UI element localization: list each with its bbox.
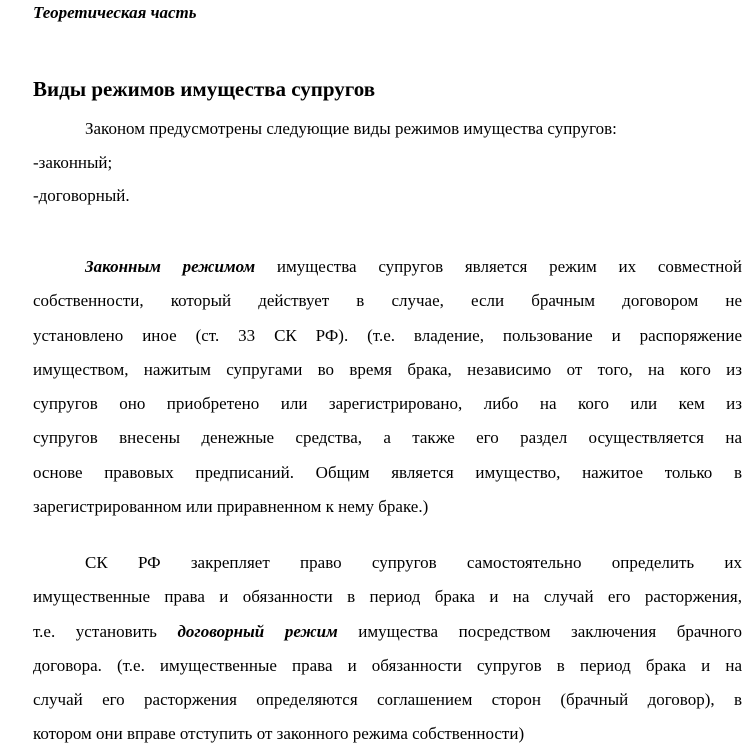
paragraph-line: котором они вправе отступить от законного режима собственности) bbox=[33, 724, 525, 744]
intro-lead: Законом предусмотрены следующие виды режимов имущества супругов: bbox=[85, 119, 617, 138]
paragraph-line: супругов внесены денежные средства, а также его раздел осуществляется на bbox=[33, 428, 742, 448]
list-item-legal: -законный; bbox=[33, 153, 113, 172]
paragraph-line: т.е. установить договорный режим имущества посредством заключения брачного bbox=[33, 621, 742, 641]
term-legal-regime: Законным режимом bbox=[85, 257, 256, 276]
section-label: Теоретическая часть bbox=[33, 3, 197, 22]
paragraph-line: зарегистрированном или приравненном к нему браке.) bbox=[33, 497, 429, 517]
paragraph-line: основе правовых предписаний. Общим является имущество, нажитое только в bbox=[33, 462, 742, 482]
paragraph-line: договора. (т.е. имущественные права и обязанности супругов в период брака и на bbox=[33, 655, 742, 675]
paragraph-legal-regime bbox=[33, 250, 742, 524]
paragraph-contract-regime bbox=[33, 546, 742, 752]
paragraph-line: собственности, который действует в случае, если брачным договором не bbox=[33, 291, 742, 311]
paragraph-line: супругов оно приобретено или зарегистрировано, либо на кого или кем из bbox=[33, 394, 742, 414]
list-item-contract: -договорный. bbox=[33, 186, 130, 205]
paragraph-line: Законным режимом имущества супругов является режим их совместной bbox=[85, 257, 742, 276]
term-contract-regime: договорный режим bbox=[177, 621, 338, 641]
paragraph-line: имущественные права и обязанности в период брака и на случай его расторжения, bbox=[33, 587, 742, 607]
paragraph-line: случай его расторжения определяются соглашением сторон (брачный договор), в bbox=[33, 690, 742, 710]
paragraph-line: установлено иное (ст. 33 СК РФ). (т.е. владение, пользование и распоряжение bbox=[33, 325, 742, 345]
paragraph-line: СК РФ закрепляет право супругов самостоятельно определить их bbox=[85, 553, 742, 572]
page-heading: Виды режимов имущества супругов bbox=[33, 77, 376, 101]
paragraph-line: имуществом, нажитым супругами во время брака, независимо от того, на кого из bbox=[33, 359, 742, 379]
